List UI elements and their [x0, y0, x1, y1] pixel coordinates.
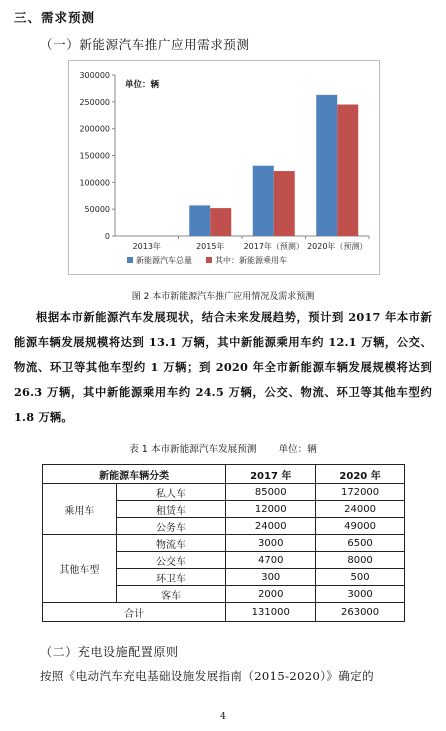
row-2020: 500	[316, 569, 405, 586]
y-tick-label: 250000	[79, 97, 110, 107]
forecast-paragraph: 根据本市新能源汽车发展现状，结合未来发展趋势，预计到 2017 年本市新能源车辆发展规模将达到 13.1 万辆，其中新能源乘用车约 12.1 万辆，公交、物流、环卫等其他车型约 1 万辆；到 2020 年全市新能源车辆发展规模将达到 26.3 万辆，其中新能源乘用车约 24.5 万辆，公交、物流、环卫等其他车型约 1.8 万辆。	[14, 310, 432, 424]
group-passenger: 乘用车	[43, 484, 117, 535]
x-tick-label: 2020年（预测）	[307, 242, 368, 251]
row-2017: 4700	[226, 552, 316, 569]
row-2020: 8000	[316, 552, 405, 569]
y-tick-label: 150000	[79, 151, 110, 161]
subheading-charging-principles: （二）充电设施配置原则	[40, 645, 179, 659]
bar-total	[253, 166, 274, 236]
section-heading: 三、需求预测	[14, 10, 96, 25]
table-row	[43, 535, 405, 552]
row-2017: 300	[226, 569, 316, 586]
table-caption	[0, 441, 446, 455]
figure-caption: 图 2 本市新能源汽车推广应用情况及需求预测	[131, 292, 315, 302]
total-label: 合计	[43, 603, 226, 622]
row-type: 环卫车	[116, 569, 226, 586]
bar-total	[316, 95, 337, 236]
legend-label: 新能源汽车总量	[136, 256, 192, 265]
bar-passenger	[337, 105, 358, 236]
row-type: 客车	[116, 586, 226, 603]
x-tick-label: 2017年（预测）	[243, 242, 304, 251]
x-tick-label: 2015年	[196, 242, 225, 251]
row-2017: 2000	[226, 586, 316, 603]
forecast-chart	[68, 60, 380, 275]
y-tick-label: 300000	[79, 71, 110, 80]
row-type: 私人车	[116, 484, 226, 501]
x-tick-label: 2013年	[132, 242, 161, 251]
legend-swatch	[127, 257, 133, 263]
table-total-row	[43, 603, 405, 622]
row-2017: 3000	[226, 535, 316, 552]
chart-unit-label: 单位：辆	[125, 80, 160, 90]
guideline-paragraph: 按照《电动汽车充电基础设施发展指南（2015-2020）》确定的	[40, 669, 374, 683]
row-2017: 24000	[226, 518, 316, 535]
row-type: 公交车	[116, 552, 226, 569]
group-other: 其他车型	[43, 535, 117, 603]
subheading-demand-forecast: （一）新能源汽车推广应用需求预测	[40, 37, 250, 52]
row-type: 公务车	[116, 518, 226, 535]
header-category: 新能源车辆分类	[43, 465, 226, 484]
table-row	[43, 484, 405, 501]
table-header-row	[43, 465, 405, 484]
y-tick-label: 50000	[84, 205, 110, 215]
bar-total	[189, 205, 210, 236]
table-unit: 单位：辆	[278, 444, 317, 455]
legend-swatch	[206, 257, 212, 263]
forecast-chart-svg	[69, 61, 379, 274]
bar-passenger	[274, 171, 295, 236]
row-2020: 24000	[316, 501, 405, 518]
row-2020: 172000	[316, 484, 405, 501]
row-2020: 49000	[316, 518, 405, 535]
bar-passenger	[210, 208, 231, 236]
row-2020: 6500	[316, 535, 405, 552]
header-2017: 2017 年	[226, 465, 316, 484]
total-2017: 131000	[226, 603, 316, 622]
forecast-table	[42, 464, 405, 622]
y-tick-label: 100000	[79, 178, 110, 188]
row-2017: 12000	[226, 501, 316, 518]
row-type: 物流车	[116, 535, 226, 552]
legend-label: 其中：新能源乘用车	[215, 256, 287, 265]
page-number: 4	[220, 712, 226, 722]
header-2020: 2020 年	[316, 465, 405, 484]
y-tick-label: 0	[104, 232, 110, 241]
y-tick-label: 200000	[79, 124, 110, 134]
row-type: 租赁车	[116, 501, 226, 518]
total-2020: 263000	[316, 603, 405, 622]
row-2017: 85000	[226, 484, 316, 501]
table-caption-title: 表 1 本市新能源汽车发展预测	[129, 444, 257, 455]
row-2020: 3000	[316, 586, 405, 603]
